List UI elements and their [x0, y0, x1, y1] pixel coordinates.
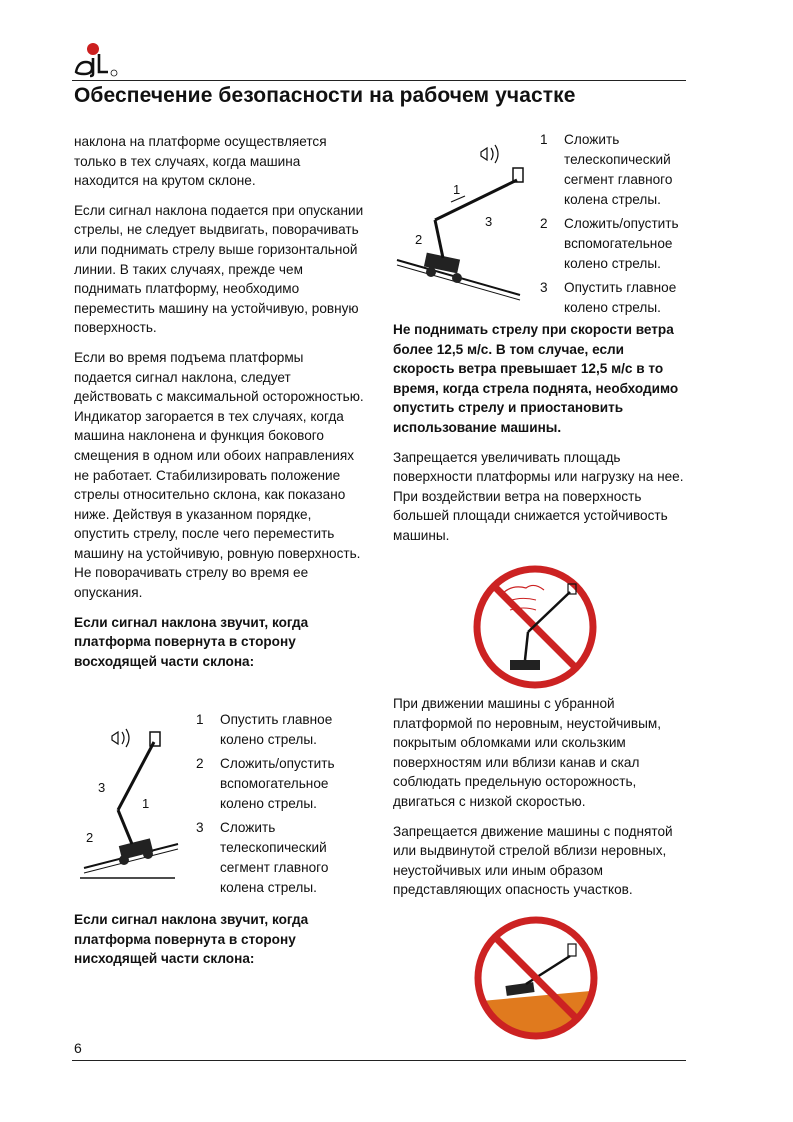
- uphill-label-step1: 1: [142, 796, 150, 811]
- uphill-label-step3: 3: [98, 780, 106, 795]
- list-item: 3 Опустить главное колено стрелы.: [540, 280, 677, 315]
- header-rule: [72, 80, 686, 81]
- right-column: [393, 320, 689, 556]
- downhill-boom-figure: [395, 140, 525, 305]
- paragraph-platform-area: Запрещается увеличивать площадь поверхности платформы или нагрузку на нее. При воздействии ветра на поверхность большей площади снижается устойчивость машины.: [393, 449, 684, 543]
- list-item: 1 Сложить телескопический сегмент главного колена стрелы.: [540, 132, 673, 207]
- paragraph-raised-boom-travel: Запрещается движение машины с поднятой или выдвинутой стрелой вблизи неровных, неустойчивых или иным образом представляющих опасность участков.: [393, 823, 673, 898]
- downhill-steps: [540, 130, 704, 322]
- right-lower-text: [393, 694, 689, 910]
- list-item: 1 Опустить главное колено стрелы.: [196, 712, 333, 747]
- heading-uphill: Если сигнал наклона звучит, когда платформа повернута в сторону восходящей части склона:: [74, 614, 309, 669]
- downhill-label-step1: 1: [453, 182, 461, 197]
- no-wind-sign-icon: [470, 562, 600, 692]
- list-item: 3 Сложить телескопический сегмент главного колена стрелы.: [196, 820, 329, 895]
- paragraph-rough-terrain: При движении машины с убранной платформой по неровным, неустойчивым, покрытым обломками или скользким поверхностям или вблизи канав и скал соблюдать предельную осторожность, двигаться с низкой скоростью.: [393, 696, 662, 809]
- jlg-logo-icon: [72, 40, 122, 80]
- left-column: [74, 132, 364, 681]
- list-item: 2 Сложить/опустить вспомогательное колено стрелы.: [196, 756, 335, 811]
- downhill-label-step3: 3: [485, 214, 493, 229]
- no-slope-travel-sign-icon: [470, 912, 602, 1044]
- heading-downhill: Если сигнал наклона звучит, когда платформа повернута в сторону нисходящей части склона:: [74, 912, 309, 967]
- page-title: Обеспечение безопасности на рабочем участке: [74, 84, 576, 107]
- list-item: 2 Сложить/опустить вспомогательное колено стрелы.: [540, 216, 679, 271]
- paragraph-tilt-lowering: Если сигнал наклона подается при опускании стрелы, не следует выдвигать, поворачивать или поднимать стрелу выше горизонтальной линии. В таких случаях, прежде чем поднимать платформу, необходимо переместить машину на устойчивую, ровную поверхность.: [74, 202, 364, 336]
- paragraph-tilt-raising: Если во время подъема платформы подается сигнал наклона, следует действовать с максимальной осторожностью. Индикатор загорается в тех случаях, когда машина наклонена и функция бокового смещения в одном или обоих направлениях не работает. Стабилизировать положение стрелы относительно склона, как показано ниже. Действуя в указанном порядке, опустить стрелу, после чего переместить машину на устойчивую, ровную поверхность. Не поворачивать стрелу во время ее опускания.: [74, 349, 364, 601]
- wind-warning: Не поднимать стрелу при скорости ветра более 12,5 м/с. В том случае, если скорость ветра превышает 12,5 м/с в то время, когда стрела поднята, необходимо опустить стрелу и приостановить использование машины.: [393, 322, 679, 435]
- footer-rule: [72, 1060, 686, 1061]
- page-number: 6: [74, 1040, 82, 1056]
- uphill-boom-figure: [80, 718, 185, 883]
- uphill-label-step2: 2: [86, 830, 94, 845]
- uphill-steps: [196, 710, 360, 902]
- paragraph-tilt-intro: наклона на платформе осуществляется только в тех случаях, когда машина находится на крутом склоне.: [74, 134, 327, 189]
- downhill-label-step2: 2: [415, 232, 423, 247]
